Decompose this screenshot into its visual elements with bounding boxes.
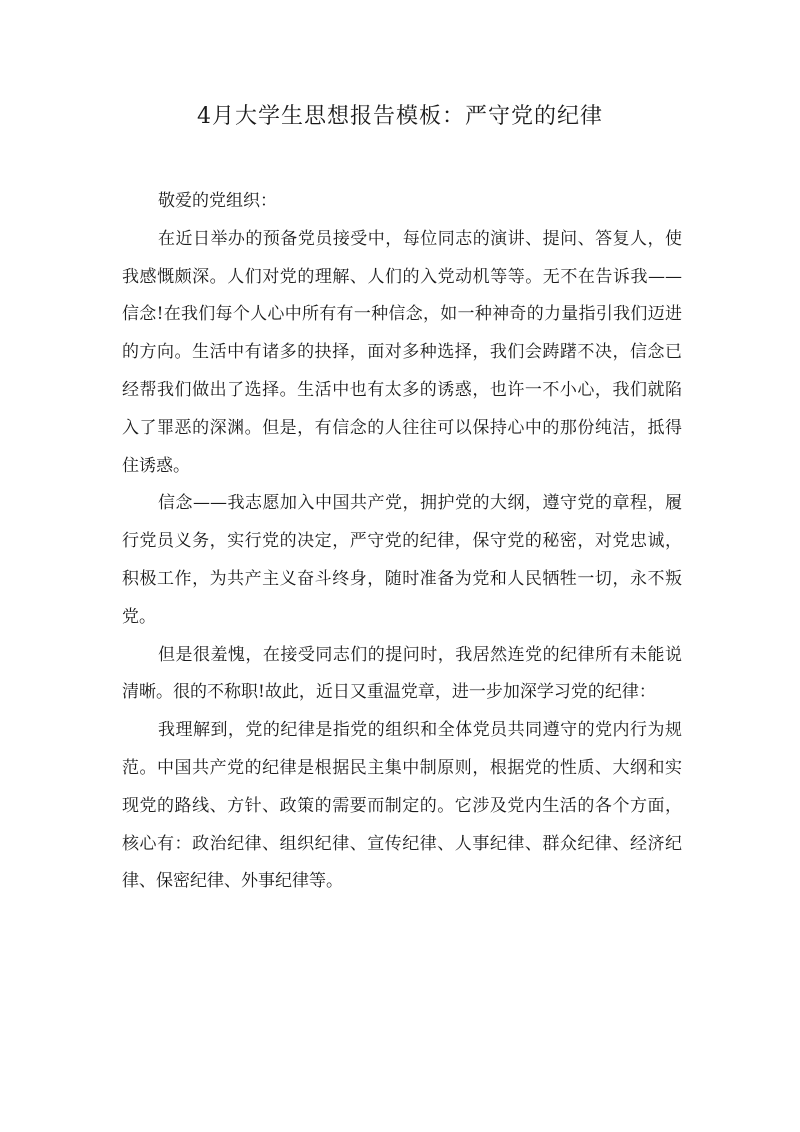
paragraph-4: 我理解到，党的纪律是指党的组织和全体党员共同遵守的党内行为规范。中国共产党的纪律是根据民主集中制原则，根据党的性质、大纲和实现党的路线、方针、政策的需要而制定的。它涉及党内生活的各个方面，核心有：政治纪律、组织纪律、宣传纪律、人事纪律、群众纪律、经济纪律、保密纪律、外事纪律等。 — [122, 720, 682, 892]
paragraph-1: 在近日举办的预备党员接受中，每位同志的演讲、提问、答复人，使我感慨颇深。人们对党的理解、人们的入党动机等等。无不在告诉我——信念!在我们每个人心中所有有一种信念，如一种神奇的力量指引我们迈进的方向。生活中有诸多的抉择，面对多种选择，我们会踌躇不决，信念已经帮我们做出了选择。生活中也有太多的诱惑，也许一不小心，我们就陷入了罪恶的深渊。但是，有信念的人往往可以保持心中的那份纯洁，抵得住诱惑。 — [122, 228, 682, 476]
salutation: 敬爱的党组织： — [158, 191, 277, 211]
page-title: 4月大学生思想报告模板：严守党的纪律 — [197, 104, 603, 129]
paragraph-2: 信念——我志愿加入中国共产党，拥护党的大纲，遵守党的章程，履行党员义务，实行党的决定，严守党的纪律，保守党的秘密，对党忠诚，积极工作，为共产主义奋斗终身，随时准备为党和人民牺牲一切，永不叛党。 — [122, 493, 682, 627]
paragraph-3: 但是很羞愧，在接受同志们的提问时，我居然连党的纪律所有未能说清晰。很的不称职!故此，近日又重温党章，进一步加深学习党的纪律： — [122, 644, 682, 703]
document-body — [122, 183, 682, 901]
